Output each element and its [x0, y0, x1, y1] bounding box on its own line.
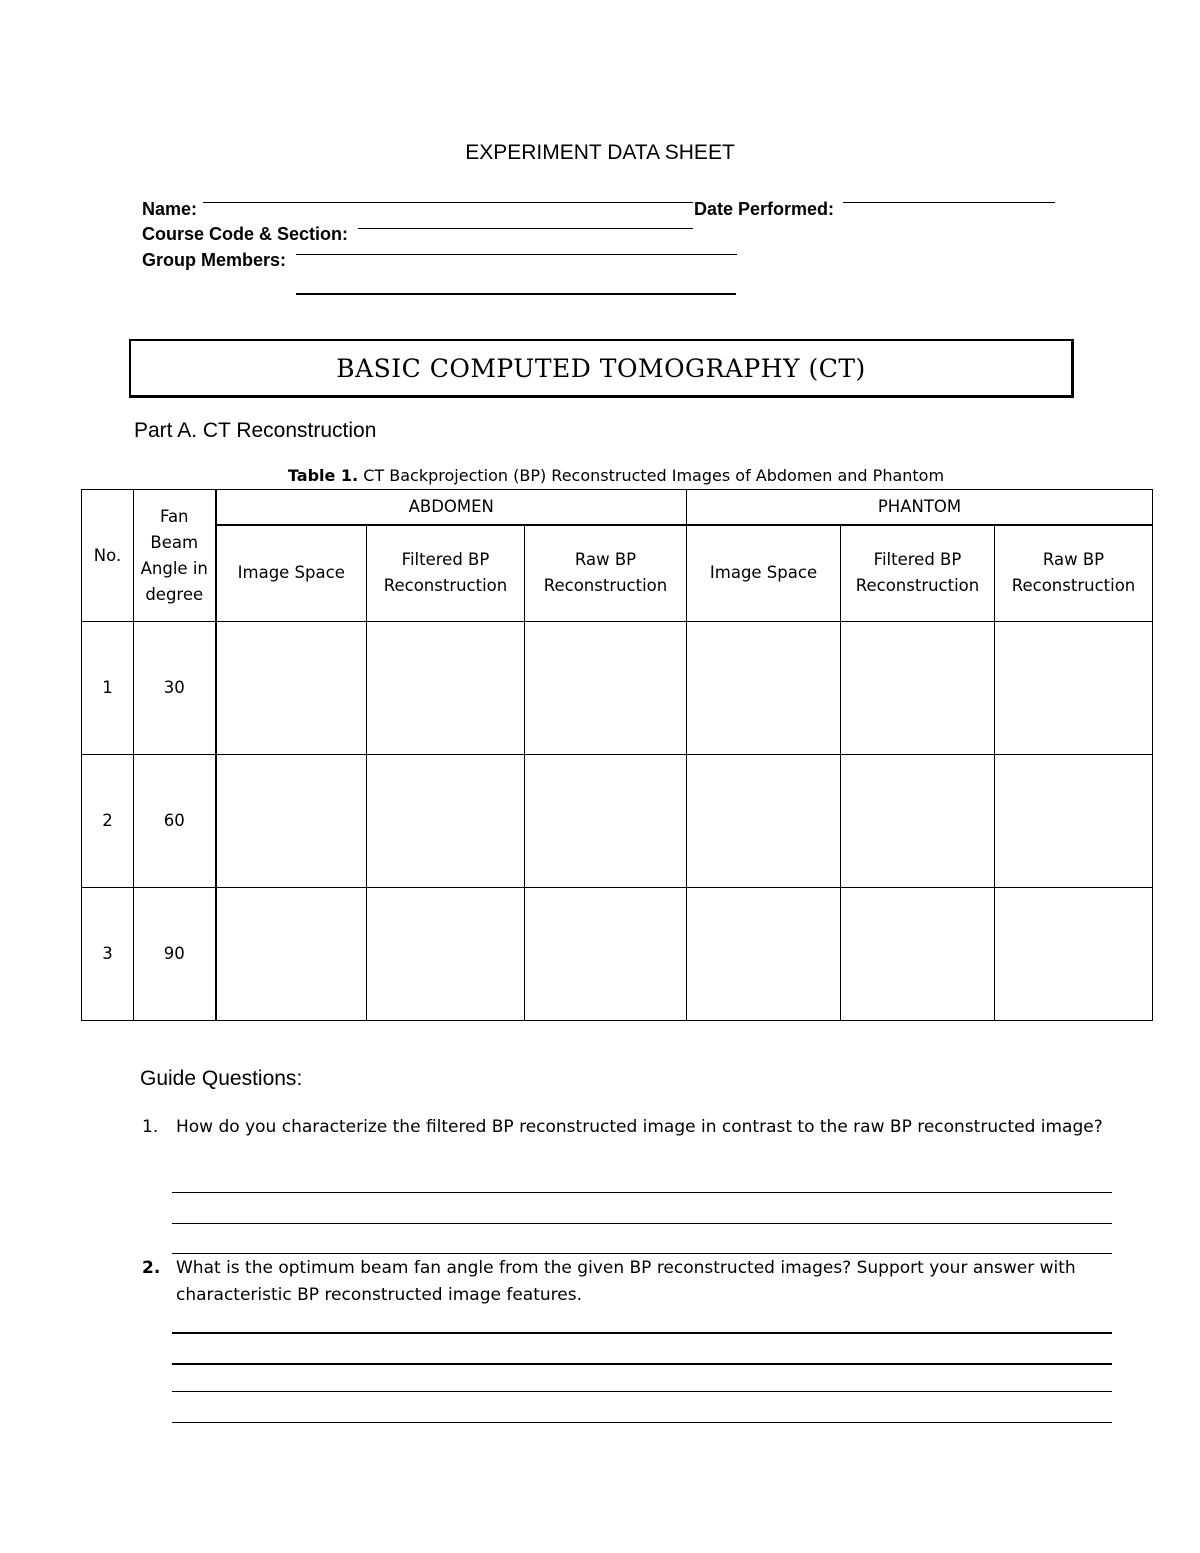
course-code-field[interactable] [358, 228, 693, 229]
cell-abdomen-image-space[interactable] [216, 755, 367, 888]
col-header-phantom-filtered-bp: Filtered BP Reconstruction [841, 525, 995, 622]
question-number: 1. [142, 1117, 159, 1137]
guide-heading-text: Guide Questions [140, 1067, 297, 1090]
group-members-label: Group Members: [142, 250, 287, 270]
col-header-phantom-raw-bp: Raw BP Reconstruction [995, 525, 1153, 622]
group-members-field-1[interactable] [296, 254, 737, 255]
col-header-abdomen-image-space: Image Space [216, 525, 367, 622]
cell-abdomen-image-space[interactable] [216, 622, 367, 755]
table-row [82, 622, 1153, 755]
cell-phantom-image-space[interactable] [687, 888, 841, 1021]
row-no: 1 [82, 622, 134, 755]
cell-abdomen-filtered-bp[interactable] [367, 622, 525, 755]
answer-line-2-2[interactable] [172, 1363, 1112, 1365]
cell-abdomen-raw-bp[interactable] [525, 755, 687, 888]
answer-line-1-2[interactable] [172, 1223, 1112, 1224]
answer-line-1-1[interactable] [172, 1192, 1112, 1193]
table-row [82, 755, 1153, 888]
answer-line-2-3[interactable] [172, 1391, 1112, 1392]
row-angle: 30 [134, 622, 216, 755]
cell-abdomen-image-space[interactable] [216, 888, 367, 1021]
part-a-heading: Part A. CT Reconstruction [134, 419, 377, 442]
name-field[interactable] [203, 202, 693, 203]
guide-heading-colon: : [296, 1067, 303, 1090]
guide-questions-heading [140, 1067, 302, 1091]
cell-phantom-raw-bp[interactable] [995, 622, 1153, 755]
cell-abdomen-raw-bp[interactable] [525, 622, 687, 755]
row-no: 3 [82, 888, 134, 1021]
question-number: 2. [142, 1258, 161, 1278]
cell-abdomen-filtered-bp[interactable] [367, 888, 525, 1021]
group-header-abdomen: ABDOMEN [216, 490, 687, 525]
row-angle: 90 [134, 888, 216, 1021]
answer-line-2-4[interactable] [172, 1422, 1112, 1423]
table-caption-text: CT Backprojection (BP) Reconstructed Images of Abdomen and Phantom [358, 466, 945, 485]
answer-line-2-1[interactable] [172, 1332, 1112, 1334]
cell-phantom-image-space[interactable] [687, 755, 841, 888]
reconstruction-table [81, 489, 1153, 1021]
table-caption [0, 466, 1200, 485]
group-members-field-2[interactable] [296, 293, 736, 295]
col-header-abdomen-raw-bp: Raw BP Reconstruction [525, 525, 687, 622]
cell-phantom-image-space[interactable] [687, 622, 841, 755]
banner-title: BASIC COMPUTED TOMOGRAPHY (CT) [336, 353, 866, 383]
cell-phantom-filtered-bp[interactable] [841, 755, 995, 888]
col-header-no: No. [82, 490, 134, 622]
col-header-phantom-image-space: Image Space [687, 525, 841, 622]
experiment-title-banner [129, 339, 1074, 398]
table-caption-label: Table 1. [287, 466, 359, 485]
cell-abdomen-filtered-bp[interactable] [367, 755, 525, 888]
cell-phantom-filtered-bp[interactable] [841, 622, 995, 755]
page-title: EXPERIMENT DATA SHEET [465, 141, 735, 164]
cell-phantom-filtered-bp[interactable] [841, 888, 995, 1021]
group-header-phantom: PHANTOM [687, 490, 1153, 525]
table-row [82, 888, 1153, 1021]
date-performed-field[interactable] [843, 202, 1055, 203]
col-header-fan-beam-angle: Fan Beam Angle in degree [134, 490, 216, 622]
row-no: 2 [82, 755, 134, 888]
name-label: Name: [142, 199, 198, 219]
cell-phantom-raw-bp[interactable] [995, 888, 1153, 1021]
row-angle: 60 [134, 755, 216, 888]
question-text: How do you characterize the filtered BP reconstructed image in contrast to the raw BP reconstructed image? [176, 1117, 1103, 1137]
course-code-label: Course Code & Section: [142, 224, 349, 244]
col-header-abdomen-filtered-bp: Filtered BP Reconstruction [367, 525, 525, 622]
answer-line-1-3[interactable] [172, 1253, 1112, 1254]
question-text: What is the optimum beam fan angle from the given BP reconstructed images? Support your answer with characteristic BP reconstructed image features. [176, 1258, 1076, 1305]
cell-phantom-raw-bp[interactable] [995, 755, 1153, 888]
date-performed-label: Date Performed: [694, 199, 835, 219]
cell-abdomen-raw-bp[interactable] [525, 888, 687, 1021]
